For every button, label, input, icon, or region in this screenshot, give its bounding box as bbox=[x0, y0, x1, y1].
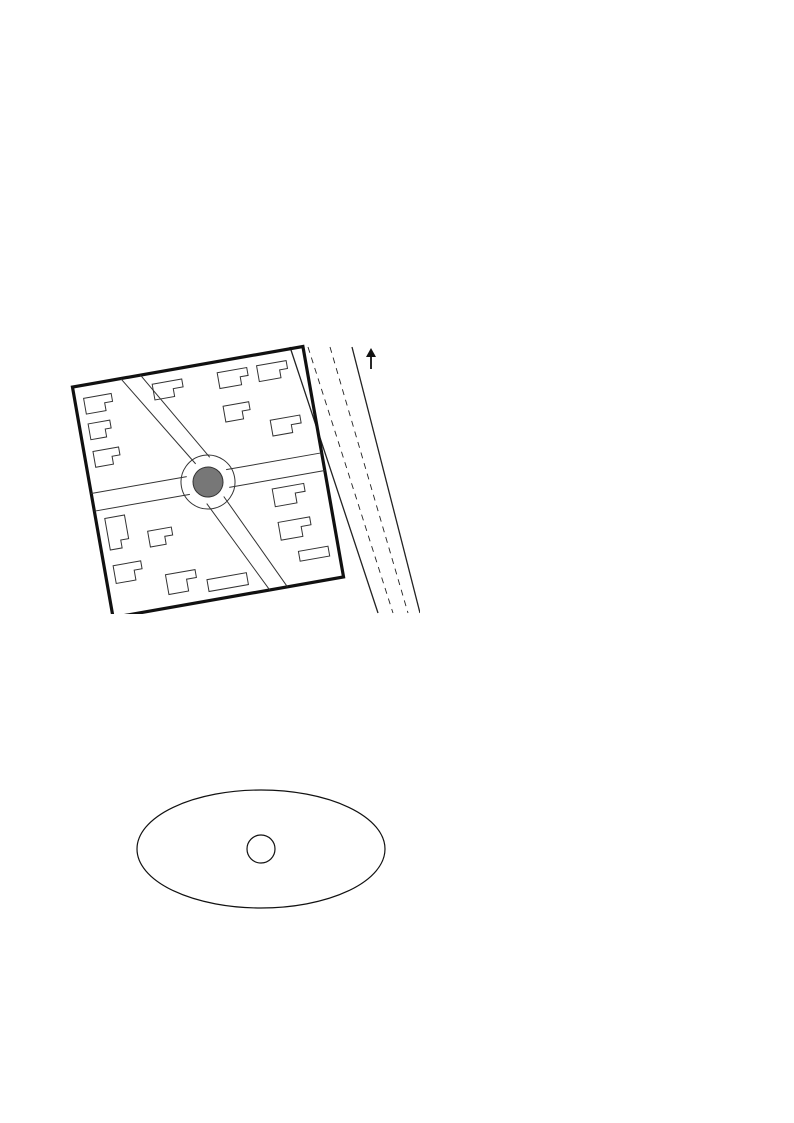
solar-terms-diagram bbox=[90, 752, 440, 952]
central-roundabout bbox=[191, 465, 226, 500]
north-arrow bbox=[366, 348, 376, 369]
residential-map bbox=[70, 342, 420, 614]
sun bbox=[247, 835, 275, 863]
